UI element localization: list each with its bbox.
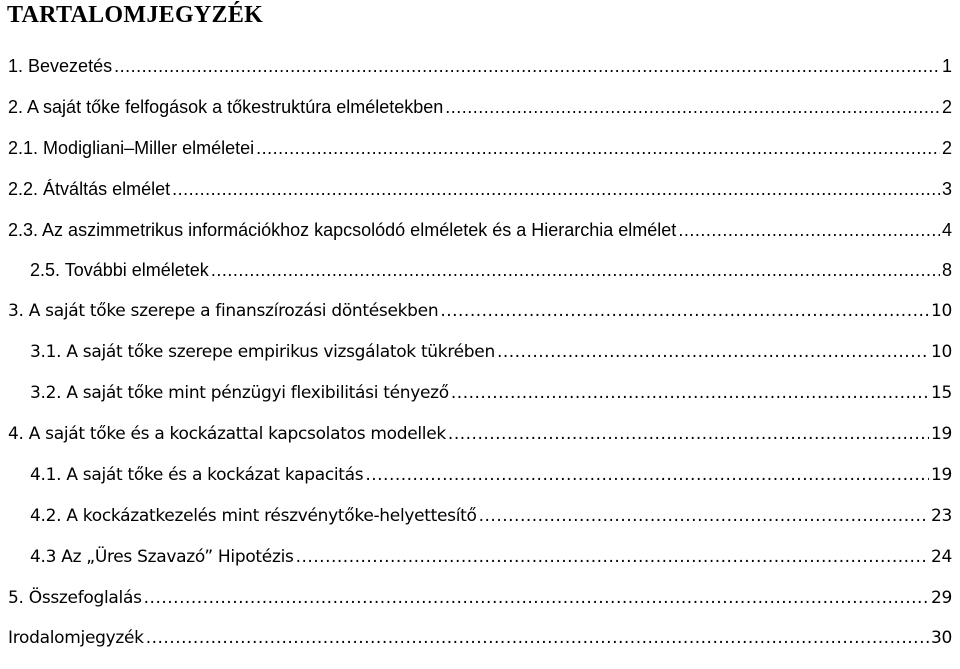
dot-leader <box>497 342 929 362</box>
dot-leader <box>211 260 940 281</box>
toc-entry-page: 19 <box>930 424 952 445</box>
toc-entry-page: 24 <box>930 546 952 567</box>
toc-entry-page: 30 <box>930 628 952 649</box>
toc-entry[interactable] <box>0 628 960 669</box>
toc-entry-page: 15 <box>930 383 952 404</box>
dot-leader <box>440 301 929 321</box>
toc-entry-page: 4 <box>941 219 952 240</box>
toc-entry-label[interactable]: 4.1. A saját tőke és a kockázat kapacitás <box>30 464 364 485</box>
dot-leader <box>256 138 940 159</box>
toc-entry[interactable] <box>0 465 960 506</box>
dot-leader <box>296 547 929 567</box>
toc-entry-label[interactable]: 2.1. Modigliani–Miller elméletei <box>8 137 255 158</box>
toc-list <box>0 56 960 669</box>
dot-leader <box>365 465 929 485</box>
toc-entry-page: 2 <box>941 96 952 117</box>
toc-entry-label[interactable]: 3. A saját tőke szerepe a finanszírozási döntésekben <box>8 301 439 322</box>
toc-entry-label[interactable]: 4.3 Az „Üres Szavazó” Hipotézis <box>30 546 294 567</box>
toc-entry-page: 2 <box>941 137 952 158</box>
toc-entry[interactable] <box>0 301 960 342</box>
toc-entry[interactable] <box>0 506 960 547</box>
toc-entry-label[interactable]: 1. Bevezetés <box>8 56 113 76</box>
toc-entry[interactable] <box>0 138 960 179</box>
toc-entry[interactable] <box>0 424 960 465</box>
toc-entry-label[interactable]: 3.1. A saját tőke szerepe empirikus vizsgálatok tükrében <box>30 342 495 363</box>
toc-entry-page: 23 <box>930 505 952 526</box>
dot-leader <box>451 383 929 403</box>
toc-entry-page: 3 <box>941 178 952 199</box>
toc-entry-label[interactable]: 3.2. A saját tőke mint pénzügyi flexibilitási tényező <box>30 383 449 404</box>
toc-entry[interactable] <box>0 179 960 220</box>
dot-leader <box>172 179 940 200</box>
toc-entry-page: 8 <box>941 260 952 281</box>
toc-entry-label[interactable]: 2.5. További elméletek <box>30 260 209 281</box>
toc-entry[interactable] <box>0 260 960 301</box>
dot-leader <box>678 220 940 241</box>
toc-title: TARTALOMJEGYZÉK <box>7 2 264 28</box>
toc-entry-page: 19 <box>930 464 952 485</box>
dot-leader <box>445 97 940 118</box>
dot-leader <box>479 506 929 526</box>
toc-entry-label[interactable]: 5. Összefoglalás <box>8 587 142 608</box>
toc-entry-label[interactable]: 2. A saját tőke felfogások a tőkestruktúra elméletekben <box>8 96 444 117</box>
toc-entry-page: 10 <box>930 342 952 363</box>
dot-leader <box>146 628 929 648</box>
toc-entry-page: 1 <box>941 56 952 76</box>
toc-entry[interactable] <box>0 56 960 97</box>
toc-entry-page: 10 <box>930 301 952 322</box>
dot-leader <box>114 56 940 77</box>
toc-entry-label[interactable]: 2.2. Átváltás elmélet <box>8 178 171 199</box>
toc-entry[interactable] <box>0 547 960 588</box>
toc-entry-label[interactable]: Irodalomjegyzék <box>8 628 144 649</box>
toc-entry[interactable] <box>0 342 960 383</box>
dot-leader <box>144 588 929 608</box>
toc-entry-label[interactable]: 2.3. Az aszimmetrikus információkhoz kapcsolódó elméletek és a Hierarchia elmélet <box>8 219 677 240</box>
toc-entry[interactable] <box>0 97 960 138</box>
toc-entry-page: 29 <box>930 587 952 608</box>
toc-entry[interactable] <box>0 588 960 629</box>
toc-entry-label[interactable]: 4.2. A kockázatkezelés mint részvénytőke-helyettesítő <box>30 505 477 526</box>
toc-entry[interactable] <box>0 220 960 261</box>
toc-entry[interactable] <box>0 383 960 424</box>
dot-leader <box>448 424 929 444</box>
toc-entry-label[interactable]: 4. A saját tőke és a kockázattal kapcsolatos modellek <box>8 424 446 445</box>
